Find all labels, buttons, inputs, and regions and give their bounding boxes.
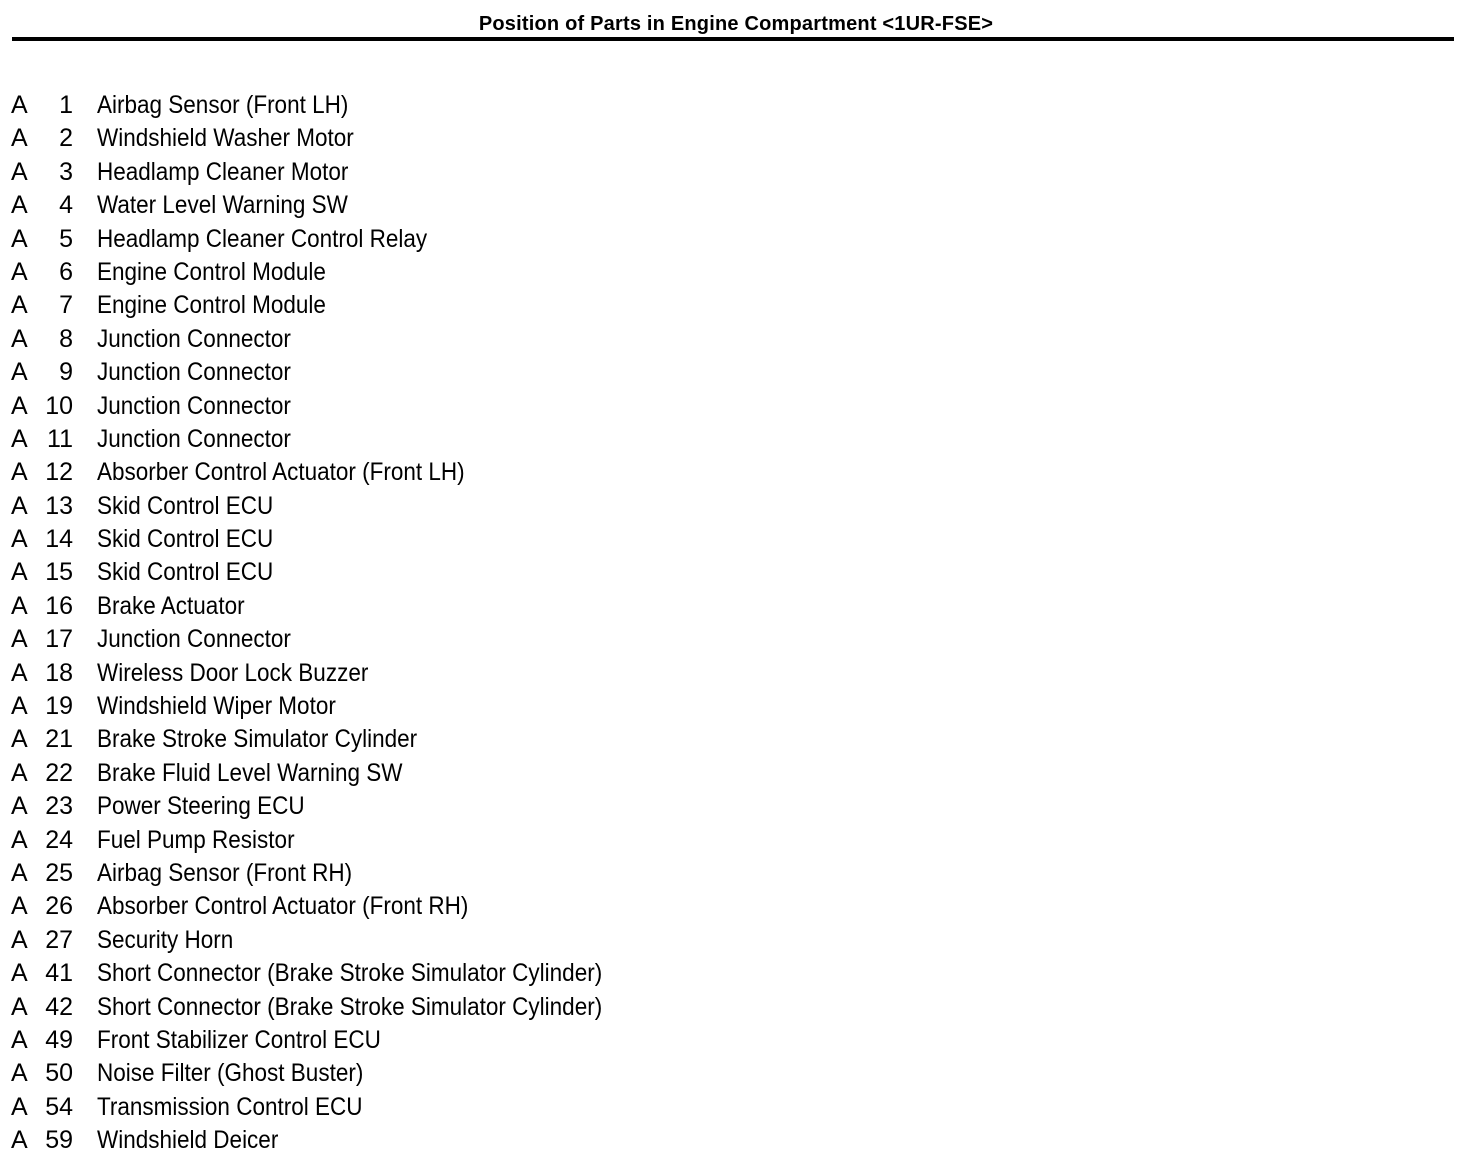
part-number: 22 bbox=[45, 758, 73, 787]
part-number: 42 bbox=[45, 992, 73, 1021]
part-number: 19 bbox=[45, 692, 73, 721]
part-name: Headlamp Cleaner Motor bbox=[97, 157, 349, 186]
list-item bbox=[0, 590, 900, 623]
part-number: 8 bbox=[59, 324, 73, 353]
part-series-code: A bbox=[11, 291, 28, 320]
part-name: Skid Control ECU bbox=[97, 525, 274, 554]
part-number: 24 bbox=[45, 825, 73, 854]
part-name: Engine Control Module bbox=[97, 291, 326, 320]
list-item bbox=[0, 289, 900, 322]
part-name: Security Horn bbox=[97, 925, 234, 954]
list-item bbox=[0, 256, 900, 289]
part-name: Short Connector (Brake Stroke Simulator Cylinder) bbox=[97, 959, 603, 988]
part-number: 54 bbox=[45, 1092, 73, 1121]
part-number: 16 bbox=[45, 591, 73, 620]
list-item bbox=[0, 1091, 900, 1124]
part-name: Junction Connector bbox=[97, 625, 291, 654]
list-item bbox=[0, 1057, 900, 1090]
part-name: Headlamp Cleaner Control Relay bbox=[97, 224, 428, 253]
part-series-code: A bbox=[11, 692, 28, 721]
list-item bbox=[0, 390, 900, 423]
list-item bbox=[0, 657, 900, 690]
part-number: 2 bbox=[59, 124, 73, 153]
list-item bbox=[0, 890, 900, 923]
part-name: Airbag Sensor (Front LH) bbox=[97, 91, 349, 119]
part-series-code: A bbox=[11, 1059, 28, 1088]
part-series-code: A bbox=[11, 458, 28, 487]
part-name: Skid Control ECU bbox=[97, 558, 274, 587]
part-series-code: A bbox=[11, 658, 28, 687]
list-item bbox=[0, 790, 900, 823]
part-number: 13 bbox=[45, 491, 73, 520]
part-name: Windshield Deicer bbox=[97, 1126, 279, 1155]
part-name: Water Level Warning SW bbox=[97, 191, 348, 220]
part-series-code: A bbox=[11, 1025, 28, 1054]
part-name: Junction Connector bbox=[97, 424, 291, 453]
list-item bbox=[0, 156, 900, 189]
part-name: Noise Filter (Ghost Buster) bbox=[97, 1059, 364, 1088]
list-item bbox=[0, 356, 900, 389]
part-number: 41 bbox=[45, 959, 73, 988]
part-number: 5 bbox=[59, 224, 73, 253]
part-series-code: A bbox=[11, 257, 28, 286]
part-name: Power Steering ECU bbox=[97, 792, 305, 821]
part-series-code: A bbox=[11, 324, 28, 353]
part-series-code: A bbox=[11, 157, 28, 186]
part-name: Wireless Door Lock Buzzer bbox=[97, 658, 369, 687]
part-series-code: A bbox=[11, 424, 28, 453]
part-series-code: A bbox=[11, 825, 28, 854]
part-number: 27 bbox=[45, 925, 73, 954]
part-name: Absorber Control Actuator (Front LH) bbox=[97, 458, 465, 487]
part-series-code: A bbox=[11, 892, 28, 921]
part-number: 9 bbox=[59, 358, 73, 387]
part-series-code: A bbox=[11, 1092, 28, 1121]
part-name: Junction Connector bbox=[97, 324, 291, 353]
part-number: 11 bbox=[47, 424, 73, 453]
part-number: 17 bbox=[45, 625, 73, 654]
list-item bbox=[0, 423, 900, 456]
list-item bbox=[0, 924, 900, 957]
part-series-code: A bbox=[11, 191, 28, 220]
part-number: 14 bbox=[45, 525, 73, 554]
part-name: Junction Connector bbox=[97, 391, 291, 420]
list-item bbox=[0, 723, 900, 756]
part-name: Front Stabilizer Control ECU bbox=[97, 1025, 381, 1054]
part-number: 49 bbox=[45, 1025, 73, 1054]
list-item bbox=[0, 824, 900, 857]
list-item bbox=[0, 556, 900, 589]
page-title: Position of Parts in Engine Compartment <1UR-FSE> bbox=[478, 13, 994, 35]
part-name: Brake Actuator bbox=[97, 591, 245, 620]
list-item bbox=[0, 89, 900, 122]
list-item bbox=[0, 323, 900, 356]
part-number: 59 bbox=[45, 1126, 73, 1155]
part-name: Short Connector (Brake Stroke Simulator Cylinder) bbox=[97, 992, 603, 1021]
part-name: Transmission Control ECU bbox=[97, 1092, 363, 1121]
list-item bbox=[0, 223, 900, 256]
list-item bbox=[0, 623, 900, 656]
list-item bbox=[0, 523, 900, 556]
list-item bbox=[0, 456, 900, 489]
part-name: Airbag Sensor (Front RH) bbox=[97, 858, 353, 887]
part-series-code: A bbox=[11, 491, 28, 520]
part-series-code: A bbox=[11, 224, 28, 253]
part-name: Windshield Washer Motor bbox=[97, 124, 354, 153]
part-number: 23 bbox=[45, 792, 73, 821]
list-item bbox=[0, 991, 900, 1024]
part-series-code: A bbox=[11, 91, 28, 119]
list-item bbox=[0, 757, 900, 790]
part-number: 4 bbox=[59, 191, 73, 220]
part-number: 12 bbox=[45, 458, 73, 487]
part-name: Skid Control ECU bbox=[97, 491, 274, 520]
part-name: Absorber Control Actuator (Front RH) bbox=[97, 892, 469, 921]
part-name: Junction Connector bbox=[97, 358, 291, 387]
part-number: 25 bbox=[45, 858, 73, 887]
list-item bbox=[0, 690, 900, 723]
part-series-code: A bbox=[11, 725, 28, 754]
part-number: 7 bbox=[59, 291, 73, 320]
list-item bbox=[0, 490, 900, 523]
list-item bbox=[0, 957, 900, 990]
parts-list bbox=[0, 89, 900, 1158]
part-series-code: A bbox=[11, 124, 28, 153]
part-series-code: A bbox=[11, 558, 28, 587]
part-series-code: A bbox=[11, 625, 28, 654]
part-number: 3 bbox=[59, 157, 73, 186]
part-series-code: A bbox=[11, 358, 28, 387]
part-number: 18 bbox=[45, 658, 73, 687]
list-item bbox=[0, 189, 900, 222]
list-item bbox=[0, 122, 900, 155]
part-series-code: A bbox=[11, 1126, 28, 1155]
part-series-code: A bbox=[11, 391, 28, 420]
part-series-code: A bbox=[11, 792, 28, 821]
part-number: 6 bbox=[59, 257, 73, 286]
part-number: 10 bbox=[45, 391, 73, 420]
part-series-code: A bbox=[11, 959, 28, 988]
part-number: 21 bbox=[45, 725, 73, 754]
part-number: 50 bbox=[45, 1059, 73, 1088]
list-item bbox=[0, 1124, 900, 1157]
part-number: 15 bbox=[45, 558, 73, 587]
part-name: Brake Stroke Simulator Cylinder bbox=[97, 725, 418, 754]
part-series-code: A bbox=[11, 758, 28, 787]
part-name: Fuel Pump Resistor bbox=[97, 825, 295, 854]
part-number: 26 bbox=[45, 892, 73, 921]
list-item bbox=[0, 1024, 900, 1057]
part-series-code: A bbox=[11, 992, 28, 1021]
part-series-code: A bbox=[11, 525, 28, 554]
part-series-code: A bbox=[11, 925, 28, 954]
part-series-code: A bbox=[11, 591, 28, 620]
part-name: Engine Control Module bbox=[97, 257, 326, 286]
part-number: 1 bbox=[59, 91, 73, 119]
part-name: Brake Fluid Level Warning SW bbox=[97, 758, 403, 787]
part-series-code: A bbox=[11, 858, 28, 887]
list-item bbox=[0, 857, 900, 890]
part-name: Windshield Wiper Motor bbox=[97, 692, 336, 721]
title-divider bbox=[12, 37, 1454, 41]
